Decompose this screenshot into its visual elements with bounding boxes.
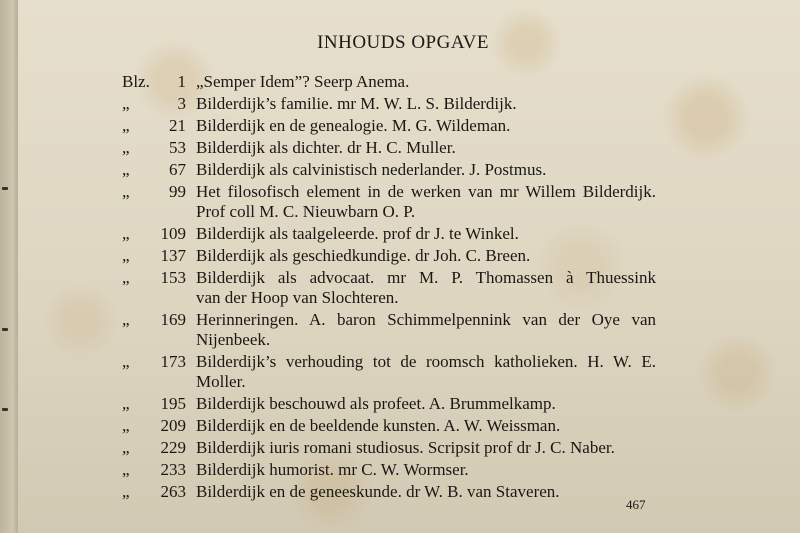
toc-entry (18, 394, 800, 414)
toc-marker: „ (122, 224, 130, 243)
toc-page-number: 153 (160, 268, 186, 287)
toc-marker: „ (122, 94, 130, 113)
toc-entry (18, 138, 800, 158)
toc-page-number: 229 (160, 438, 186, 457)
toc-page-reference (122, 94, 186, 114)
toc-entry (18, 160, 800, 180)
toc-entry (18, 94, 800, 114)
toc-page-number: 99 (169, 182, 186, 201)
toc-marker: „ (122, 246, 130, 265)
adjacent-page-mark (2, 408, 8, 411)
toc-entry (18, 352, 800, 392)
toc-entry (18, 310, 800, 350)
toc-page-number: 109 (160, 224, 186, 243)
toc-page-number: 3 (177, 94, 186, 113)
toc-entry-text: Nijenbeek. (196, 330, 271, 349)
toc-marker: „ (122, 352, 130, 371)
toc-page-number: 1 (177, 72, 186, 91)
adjacent-page-mark (2, 328, 8, 331)
toc-marker: „ (122, 160, 130, 179)
page-number: 467 (626, 497, 646, 512)
toc-marker: „ (122, 460, 130, 479)
toc-entry-text: Bilderdijk’s familie. mr M. W. L. S. Bilderdijk. (196, 94, 517, 113)
toc-page-reference (122, 352, 186, 372)
toc-entry (18, 246, 800, 266)
toc-entry-text: Herinneringen. A. baron Schimmelpennink van der Oye van (196, 310, 656, 329)
toc-page-reference (122, 182, 186, 202)
toc-entry-text: Bilderdijk als advocaat. mr M. P. Thomassen à Thuessink (196, 268, 656, 287)
toc-page-reference (122, 482, 186, 502)
adjacent-page-mark (2, 187, 8, 190)
toc-entry (18, 116, 800, 136)
toc-marker: „ (122, 182, 130, 201)
toc-page-reference (122, 460, 186, 480)
toc-page-number: 21 (169, 116, 186, 135)
toc-page-reference (122, 268, 186, 288)
toc-marker: „ (122, 416, 130, 435)
toc-entry (18, 182, 800, 222)
toc-page-number: 263 (160, 482, 186, 501)
table-of-contents (18, 72, 800, 504)
toc-entry-text: Bilderdijk als calvinistisch nederlander. J. Postmus. (196, 160, 547, 179)
toc-page-number: 53 (169, 138, 186, 157)
toc-entry-text: van der Hoop van Slochteren. (196, 288, 399, 307)
toc-entry (18, 416, 800, 436)
toc-entry (18, 460, 800, 480)
toc-page-number: 209 (160, 416, 186, 435)
toc-entry-text: Moller. (196, 372, 246, 391)
toc-entry-text: „Semper Idem”? Seerp Anema. (196, 72, 410, 91)
toc-page-reference (122, 72, 186, 92)
book-page (18, 0, 800, 533)
toc-entry-text: Bilderdijk als dichter. dr H. C. Muller. (196, 138, 456, 157)
toc-marker: „ (122, 438, 130, 457)
toc-marker: „ (122, 394, 130, 413)
adjacent-page-edge (0, 0, 18, 533)
toc-marker: „ (122, 268, 130, 287)
toc-entry-text: Bilderdijk’s verhouding tot de roomsch katholieken. H. W. E. (196, 352, 656, 371)
toc-marker: „ (122, 138, 130, 157)
toc-entry-text: Bilderdijk humorist. mr C. W. Wormser. (196, 460, 469, 479)
toc-entry-text: Bilderdijk beschouwd als profeet. A. Brummelkamp. (196, 394, 556, 413)
toc-page-number: 67 (169, 160, 186, 179)
toc-entry-text: Bilderdijk en de geneeskunde. dr W. B. van Staveren. (196, 482, 560, 501)
toc-marker: Blz. (122, 72, 150, 91)
toc-page-reference (122, 160, 186, 180)
toc-page-number: 195 (160, 394, 186, 413)
toc-page-reference (122, 438, 186, 458)
page-title: INHOUDS OPGAVE (317, 32, 489, 53)
toc-page-number: 233 (160, 460, 186, 479)
toc-page-number: 173 (160, 352, 186, 371)
toc-marker: „ (122, 116, 130, 135)
toc-entry (18, 72, 800, 92)
toc-entry-text: Het filosofisch element in de werken van mr Willem Bilderdijk. (196, 182, 656, 201)
toc-page-number: 169 (160, 310, 186, 329)
toc-entry-text: Bilderdijk en de beeldende kunsten. A. W. Weissman. (196, 416, 561, 435)
toc-marker: „ (122, 310, 130, 329)
toc-page-reference (122, 116, 186, 136)
toc-entry-text: Prof coll M. C. Nieuwbarn O. P. (196, 202, 416, 221)
toc-page-reference (122, 416, 186, 436)
toc-entry (18, 438, 800, 458)
toc-entry-text: Bilderdijk als geschiedkundige. dr Joh. C. Breen. (196, 246, 531, 265)
toc-entry-text: Bilderdijk en de genealogie. M. G. Wildeman. (196, 116, 511, 135)
toc-page-reference (122, 310, 186, 330)
toc-page-reference (122, 224, 186, 244)
toc-entry (18, 482, 800, 502)
toc-page-reference (122, 138, 186, 158)
toc-page-reference (122, 394, 186, 414)
toc-page-reference (122, 246, 186, 266)
toc-entry-text: Bilderdijk als taalgeleerde. prof dr J. te Winkel. (196, 224, 519, 243)
toc-entry-text: Bilderdijk iuris romani studiosus. Scripsit prof dr J. C. Naber. (196, 438, 615, 457)
toc-marker: „ (122, 482, 130, 501)
toc-page-number: 137 (160, 246, 186, 265)
toc-entry (18, 268, 800, 308)
toc-entry (18, 224, 800, 244)
